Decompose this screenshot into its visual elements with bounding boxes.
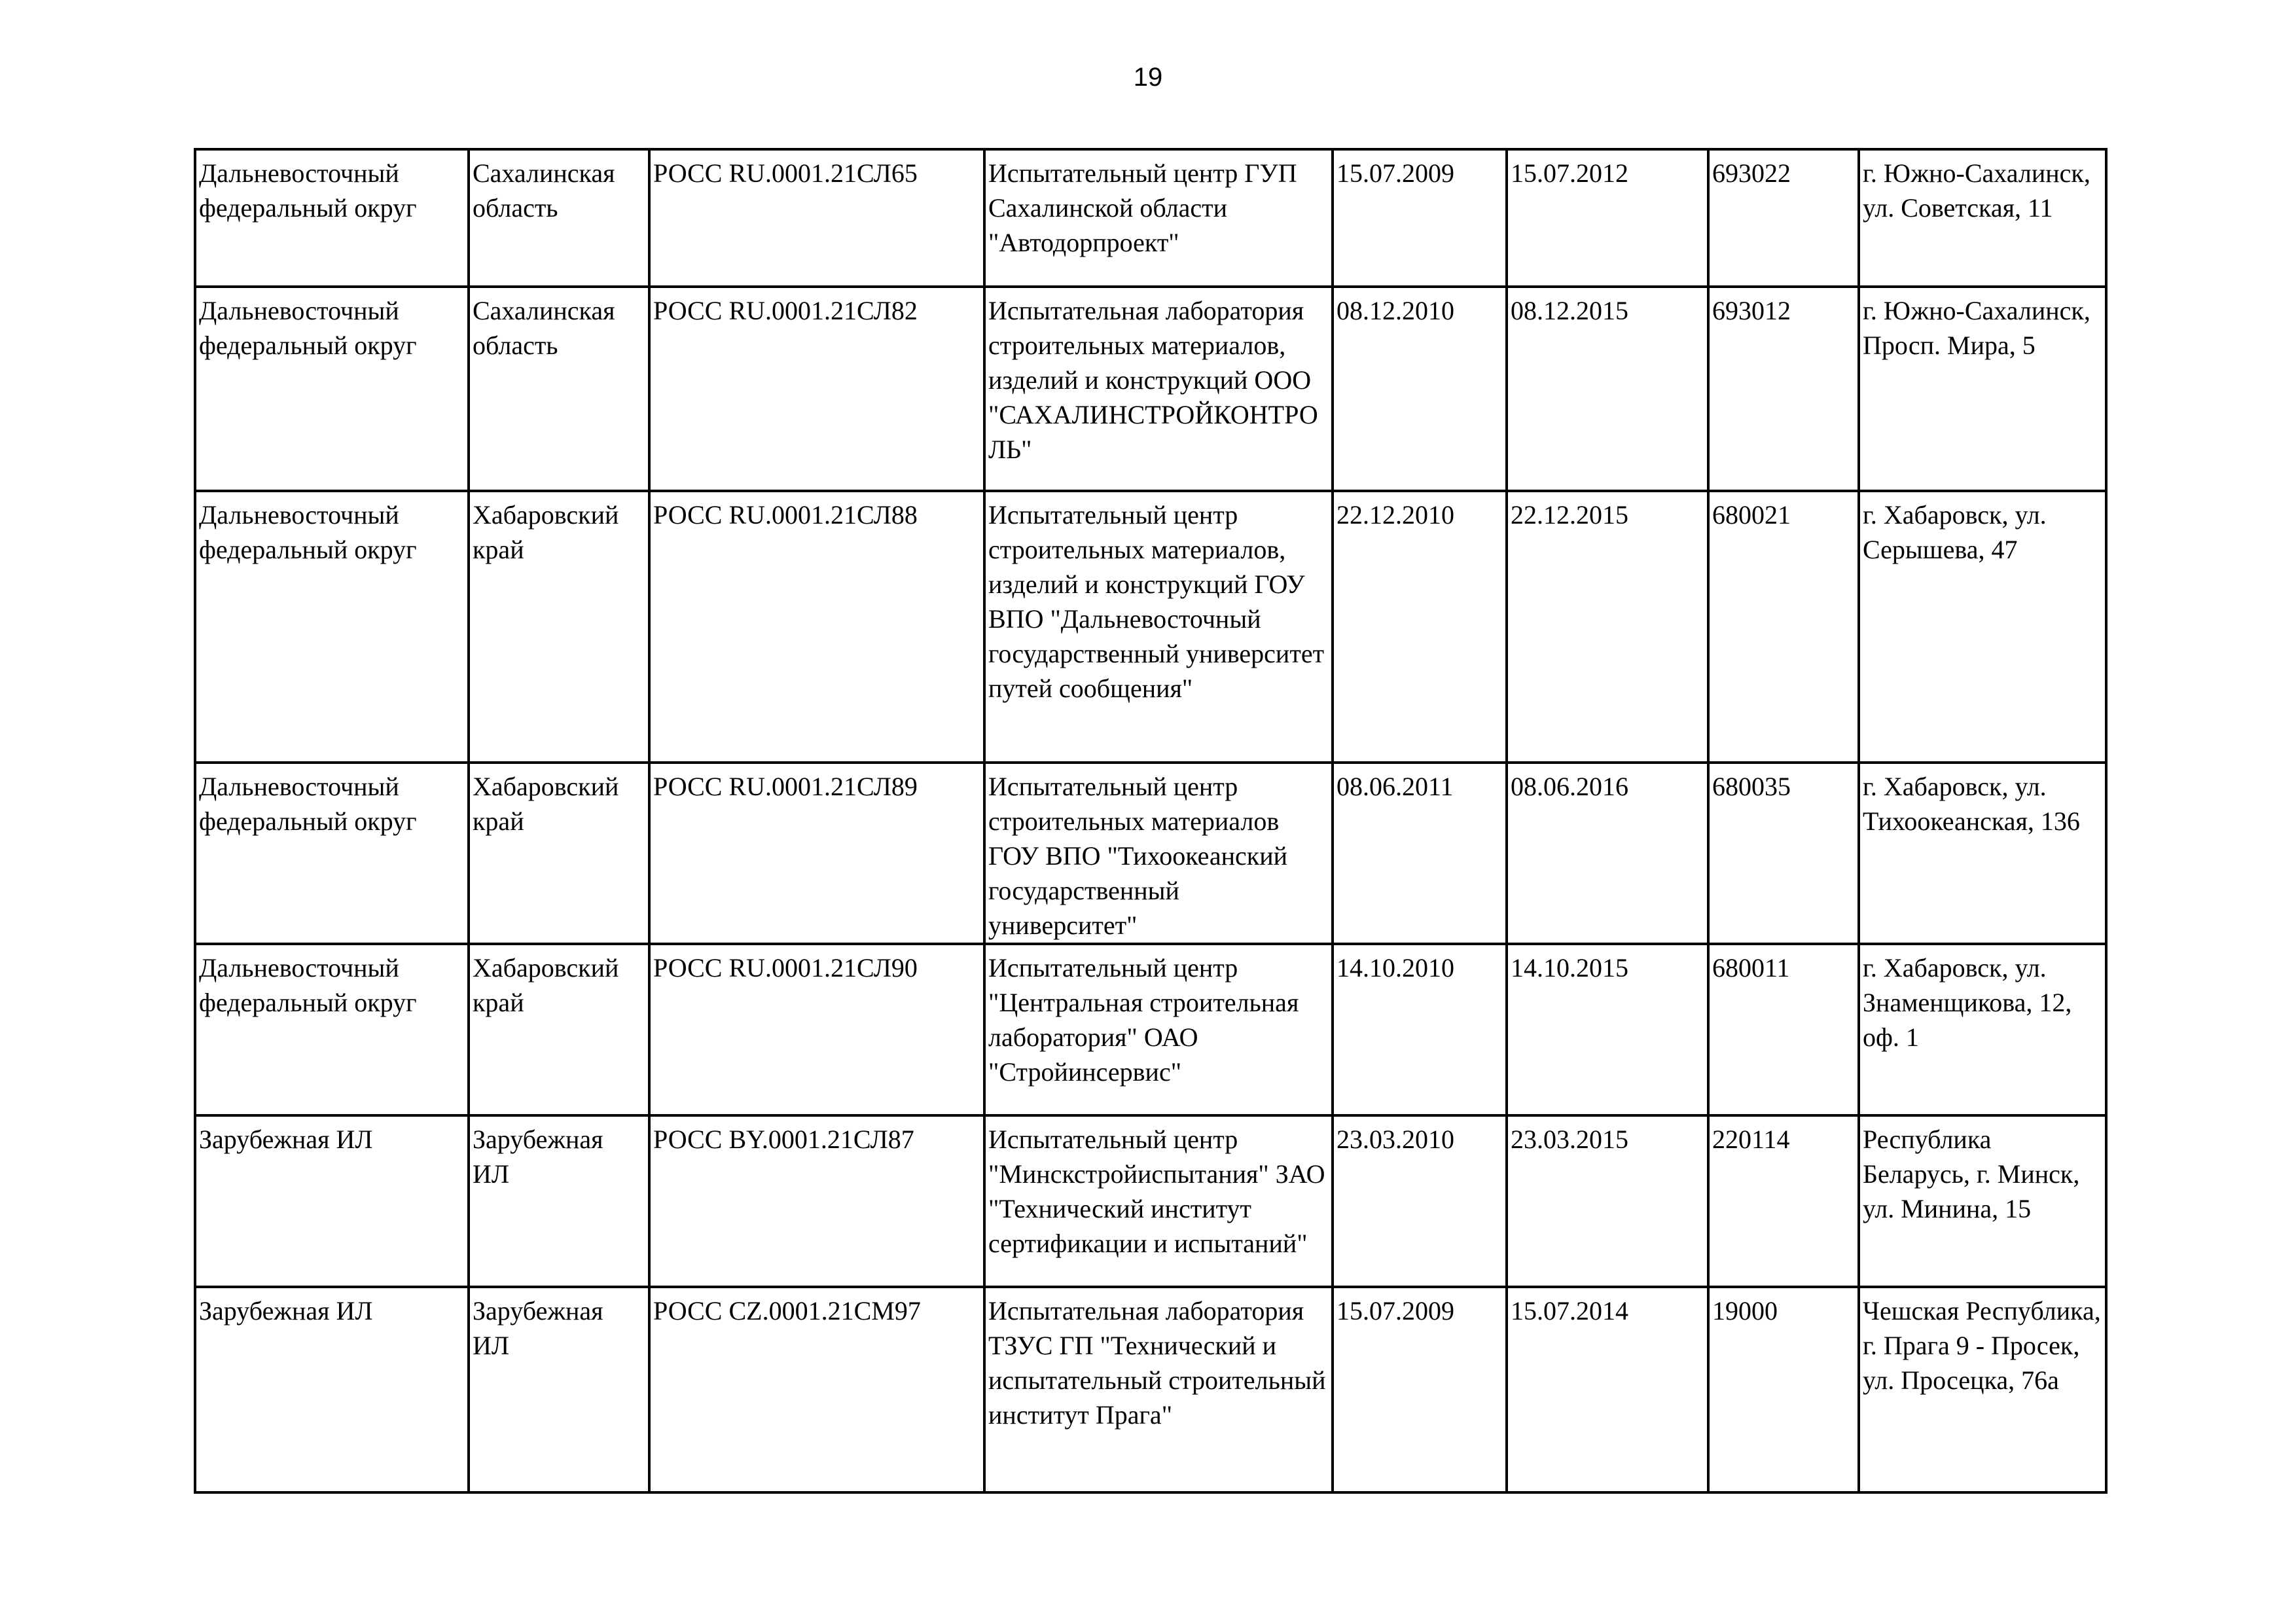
date-from-cell: 08.12.2010 xyxy=(1333,287,1507,491)
date-to-cell: 08.06.2016 xyxy=(1507,763,1708,944)
organization-cell: Испытательный центр строительных материалов, изделий и конструкций ГОУ ВПО "Дальневосточный государственный университет путей сообщения" xyxy=(984,491,1333,763)
region-cell: Зарубежная ИЛ xyxy=(469,1287,649,1492)
postal-code-cell: 680011 xyxy=(1708,944,1859,1115)
cert-number-cell: РОСС RU.0001.21СЛ88 xyxy=(649,491,984,763)
district-cell: Дальневосточный федеральный округ xyxy=(195,763,469,944)
organization-cell: Испытательная лаборатория строительных материалов, изделий и конструкций ООО "САХАЛИНСТРОЙКОНТРОЛЬ" xyxy=(984,287,1333,491)
region-cell: Сахалинская область xyxy=(469,287,649,491)
organization-cell: Испытательная лаборатория ТЗУС ГП "Технический и испытательный строительный институт Прага" xyxy=(984,1287,1333,1492)
date-from-cell: 15.07.2009 xyxy=(1333,149,1507,287)
region-cell: Хабаровский край xyxy=(469,944,649,1115)
laboratory-registry-table xyxy=(194,148,2108,1494)
page-number: 19 xyxy=(1133,63,1163,92)
date-from-cell: 14.10.2010 xyxy=(1333,944,1507,1115)
date-from-cell: 15.07.2009 xyxy=(1333,1287,1507,1492)
district-cell: Дальневосточный федеральный округ xyxy=(195,491,469,763)
cert-number-cell: РОСС BY.0001.21СЛ87 xyxy=(649,1115,984,1287)
district-cell: Зарубежная ИЛ xyxy=(195,1115,469,1287)
district-cell: Дальневосточный федеральный округ xyxy=(195,149,469,287)
date-from-cell: 23.03.2010 xyxy=(1333,1115,1507,1287)
table-row xyxy=(195,149,2106,287)
postal-code-cell: 19000 xyxy=(1708,1287,1859,1492)
district-cell: Дальневосточный федеральный округ xyxy=(195,287,469,491)
date-to-cell: 22.12.2015 xyxy=(1507,491,1708,763)
postal-code-cell: 220114 xyxy=(1708,1115,1859,1287)
cert-number-cell: РОСС CZ.0001.21СМ97 xyxy=(649,1287,984,1492)
date-from-cell: 08.06.2011 xyxy=(1333,763,1507,944)
date-to-cell: 15.07.2014 xyxy=(1507,1287,1708,1492)
district-cell: Зарубежная ИЛ xyxy=(195,1287,469,1492)
postal-code-cell: 693012 xyxy=(1708,287,1859,491)
postal-code-cell: 680035 xyxy=(1708,763,1859,944)
region-cell: Хабаровский край xyxy=(469,491,649,763)
date-to-cell: 14.10.2015 xyxy=(1507,944,1708,1115)
region-cell: Зарубежная ИЛ xyxy=(469,1115,649,1287)
address-cell: г. Хабаровск, ул. Тихоокеанская, 136 xyxy=(1859,763,2106,944)
date-to-cell: 23.03.2015 xyxy=(1507,1115,1708,1287)
table-row xyxy=(195,944,2106,1115)
address-cell: г. Южно-Сахалинск, ул. Советская, 11 xyxy=(1859,149,2106,287)
address-cell: г. Хабаровск, ул. Знаменщикова, 12, оф. 1 xyxy=(1859,944,2106,1115)
table-row xyxy=(195,287,2106,491)
date-to-cell: 08.12.2015 xyxy=(1507,287,1708,491)
date-to-cell: 15.07.2012 xyxy=(1507,149,1708,287)
address-cell: Чешская Республика, г. Прага 9 - Просек, ул. Просецка, 76а xyxy=(1859,1287,2106,1492)
table-row xyxy=(195,491,2106,763)
cert-number-cell: РОСС RU.0001.21СЛ82 xyxy=(649,287,984,491)
postal-code-cell: 680021 xyxy=(1708,491,1859,763)
table-row xyxy=(195,1287,2106,1492)
region-cell: Хабаровский край xyxy=(469,763,649,944)
address-cell: г. Южно-Сахалинск, Просп. Мира, 5 xyxy=(1859,287,2106,491)
district-cell: Дальневосточный федеральный округ xyxy=(195,944,469,1115)
date-from-cell: 22.12.2010 xyxy=(1333,491,1507,763)
postal-code-cell: 693022 xyxy=(1708,149,1859,287)
table-row xyxy=(195,1115,2106,1287)
address-cell: Республика Беларусь, г. Минск, ул. Минина, 15 xyxy=(1859,1115,2106,1287)
region-cell: Сахалинская область xyxy=(469,149,649,287)
table-row xyxy=(195,763,2106,944)
address-cell: г. Хабаровск, ул. Серышева, 47 xyxy=(1859,491,2106,763)
organization-cell: Испытательный центр строительных материалов ГОУ ВПО "Тихоокеанский государственный университет" xyxy=(984,763,1333,944)
organization-cell: Испытательный центр "Минскстройиспытания" ЗАО "Технический институт сертификации и испытаний" xyxy=(984,1115,1333,1287)
cert-number-cell: РОСС RU.0001.21СЛ65 xyxy=(649,149,984,287)
organization-cell: Испытательный центр ГУП Сахалинской области "Автодорпроект" xyxy=(984,149,1333,287)
cert-number-cell: РОСС RU.0001.21СЛ89 xyxy=(649,763,984,944)
cert-number-cell: РОСС RU.0001.21СЛ90 xyxy=(649,944,984,1115)
organization-cell: Испытательный центр "Центральная строительная лаборатория" ОАО "Стройинсервис" xyxy=(984,944,1333,1115)
